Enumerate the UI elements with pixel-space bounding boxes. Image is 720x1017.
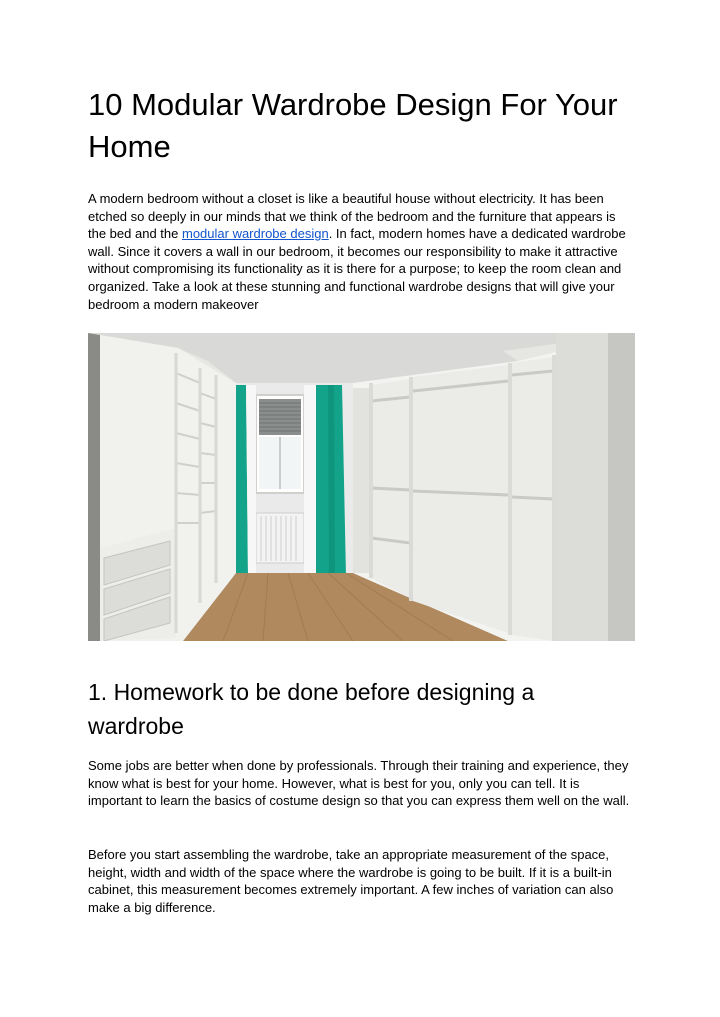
intro-paragraph (88, 190, 636, 313)
intro-text-after-link: . In fact, modern homes have a dedicated wardrobe wall. Since it covers a wall in our bedroom, it becomes our responsibility to make it attractive without compromising its functionality as it is there for a purpose; to keep the room clean and organized. Take a look at these stunning and functional wardrobe designs that will give your bedroom a modern makeover (88, 226, 626, 312)
page-title: 10 Modular Wardrobe Design For Your Home (88, 87, 618, 164)
intro-text-before-link: A modern bedroom without a closet is like a beautiful house without electricity. It has been etched so deeply in our minds that we think of the bedroom and the furniture that appears is the bed and the (88, 191, 616, 242)
section-1-paragraph-2: Before you start assembling the wardrobe, take an appropriate measurement of the space, height, width and width of the space where the wardrobe is going to be built. If it is a built-in cabinet, this measurement becomes extremely important. A few inches of variation can also make a big difference. (88, 847, 614, 915)
section-1-heading: 1. Homework to be done before designing a wardrobe (88, 679, 535, 739)
section-1-paragraph-1: Some jobs are better when done by professionals. Through their training and experience, they know what is best for your home. However, what is best for you, only you can tell. It is important to learn the basics of costume design so that you can express them well on the wall. (88, 758, 630, 809)
walk-in-wardrobe-photo (88, 333, 635, 641)
modular-wardrobe-design-link[interactable]: modular wardrobe design (181, 226, 329, 242)
